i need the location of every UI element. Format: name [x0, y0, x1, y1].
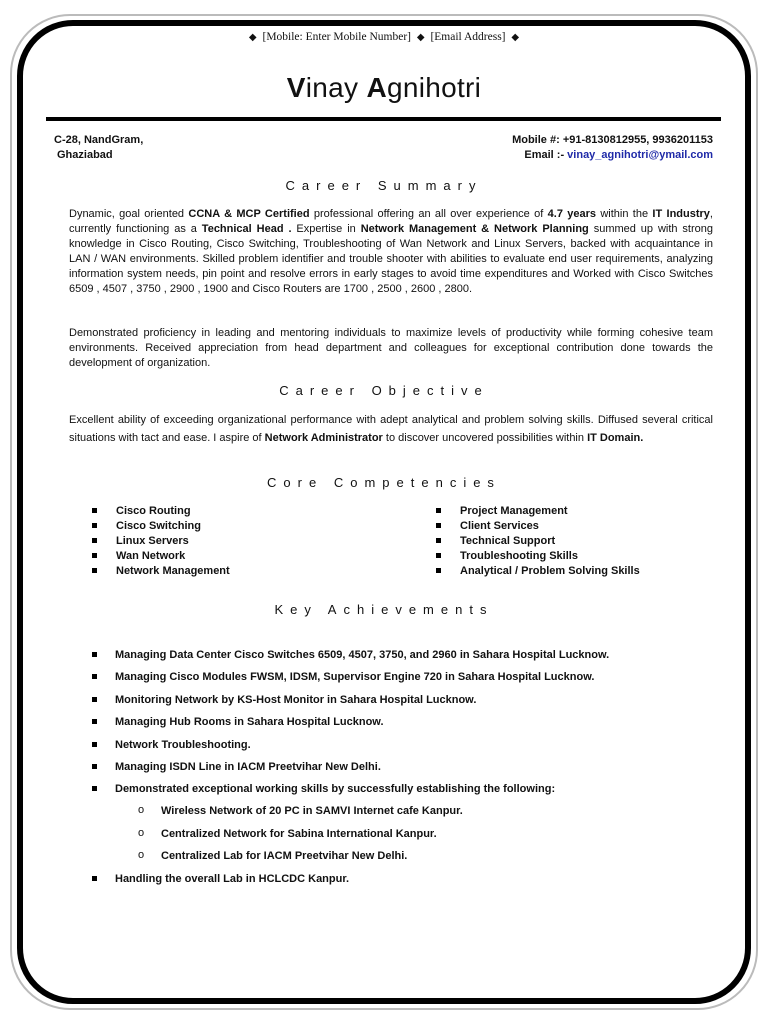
- list-item: Client Services: [436, 519, 640, 534]
- diamond-icon: ◆: [248, 32, 257, 43]
- list-item: Managing Data Center Cisco Switches 6509, 4507, 3750, and 2960 in Sahara Hospital Lucknow.: [92, 648, 609, 663]
- circle-bullet-icon: o: [138, 849, 145, 862]
- diamond-icon: ◆: [416, 32, 425, 43]
- sub-list-item: o Centralized Lab for IACM Preetvihar New Delhi.: [138, 849, 408, 863]
- circle-bullet-icon: o: [138, 826, 145, 839]
- key-achievements-heading: Key Achievements: [274, 602, 494, 617]
- list-item: Cisco Routing: [92, 504, 230, 519]
- summary-paragraph-1: Dynamic, goal oriented CCNA & MCP Certified professional offering an all over experience of 4.7 years within the IT Industry, currently functioning as a Technical Head . Expertise in Network Management & Network Planning summed up with strong knowledge in Cisco Routing, Cisco Switching, Troubleshooting of Wan Network and Linux Servers, backed with acquaintance in LAN / WAN environments. Skilled problem identifier and trouble shooter with abilities to evaluate end user requirements, analyzing information system needs, pin point and resolve errors in early stages to avoid time expenditures and Worked with Cisco Switches 6509 , 4507 , 3750 , 2900 , 1900 and Cisco Routers are 1700 , 2500 , 2600 , 2800.: [69, 208, 713, 295]
- list-item: Wan Network: [92, 549, 230, 564]
- list-item: Network Troubleshooting.: [92, 738, 609, 753]
- achievements-list: [92, 648, 609, 894]
- address-line-2: Ghaziabad: [57, 149, 113, 161]
- header-divider: [46, 117, 721, 121]
- diamond-icon: ◆: [511, 32, 520, 43]
- list-item: Handling the overall Lab in HCLCDC Kanpur.: [92, 872, 609, 887]
- list-item: Technical Support: [436, 534, 640, 549]
- competencies-right-list: [436, 504, 640, 579]
- list-item: Cisco Switching: [92, 519, 230, 534]
- list-item: Managing Cisco Modules FWSM, IDSM, Supervisor Engine 720 in Sahara Hospital Lucknow.: [92, 670, 609, 685]
- summary-paragraph-2: Demonstrated proficiency in leading and mentoring individuals to maximize levels of productivity while forming cohesive team environments. Received appreciation from head department and colleagues for exceptional contribution done towards the development of organization.: [69, 327, 713, 369]
- core-competencies-heading: Core Competencies: [267, 475, 501, 490]
- address-block: [54, 133, 143, 163]
- candidate-name: Vinay Agnihotri: [286, 72, 482, 103]
- list-item: Project Management: [436, 504, 640, 519]
- mobile-value: +91-8130812955, 9936201153: [562, 134, 713, 146]
- email-line: Email :- vinay_agnihotri@ymail.com: [524, 149, 713, 161]
- contact-placeholder-line: [0, 31, 768, 43]
- career-summary-heading: Career Summary: [285, 178, 483, 193]
- sub-list-item: o Centralized Network for Sabina International Kanpur.: [138, 826, 437, 840]
- mobile-placeholder: [Mobile: Enter Mobile Number]: [262, 31, 411, 43]
- sub-list-item: o Wireless Network of 20 PC in SAMVI Internet cafe Kanpur.: [138, 804, 463, 818]
- list-item: Managing Hub Rooms in Sahara Hospital Lucknow.: [92, 715, 609, 730]
- circle-bullet-icon: o: [138, 804, 145, 817]
- list-item: Network Management: [92, 564, 230, 579]
- competencies-left-list: [92, 504, 230, 579]
- address-line-1: C-28, NandGram,: [54, 134, 144, 146]
- list-item: Demonstrated exceptional working skills by successfully establishing the following: o Wireless Network of 20 PC in SAMVI Internet cafe Kanpur. o Centralized Network for Sabina International Kanpur. o Centralized Lab for IACM Preetvihar New Delhi.: [92, 782, 609, 864]
- objective-paragraph: Excellent ability of exceeding organizational performance with adept analytical and problem solving skills. Diffused several critical situations with tact and ease. I aspire of Network Administrator to discover uncovered possibilities within IT Domain.: [69, 414, 713, 444]
- list-item: Managing ISDN Line in IACM Preetvihar New Delhi.: [92, 760, 609, 775]
- mobile-line: Mobile #: +91-8130812955, 9936201153: [512, 134, 713, 146]
- list-item: Monitoring Network by KS-Host Monitor in Sahara Hospital Lucknow.: [92, 693, 609, 708]
- achievements-sub-list: [115, 804, 609, 864]
- list-item: Troubleshooting Skills: [436, 549, 640, 564]
- contact-block: [512, 133, 713, 163]
- list-item: Linux Servers: [92, 534, 230, 549]
- email-link[interactable]: vinay_agnihotri@ymail.com: [567, 149, 713, 161]
- email-placeholder: [Email Address]: [430, 31, 506, 43]
- career-objective-heading: Career Objective: [279, 383, 489, 398]
- list-item: Analytical / Problem Solving Skills: [436, 564, 640, 579]
